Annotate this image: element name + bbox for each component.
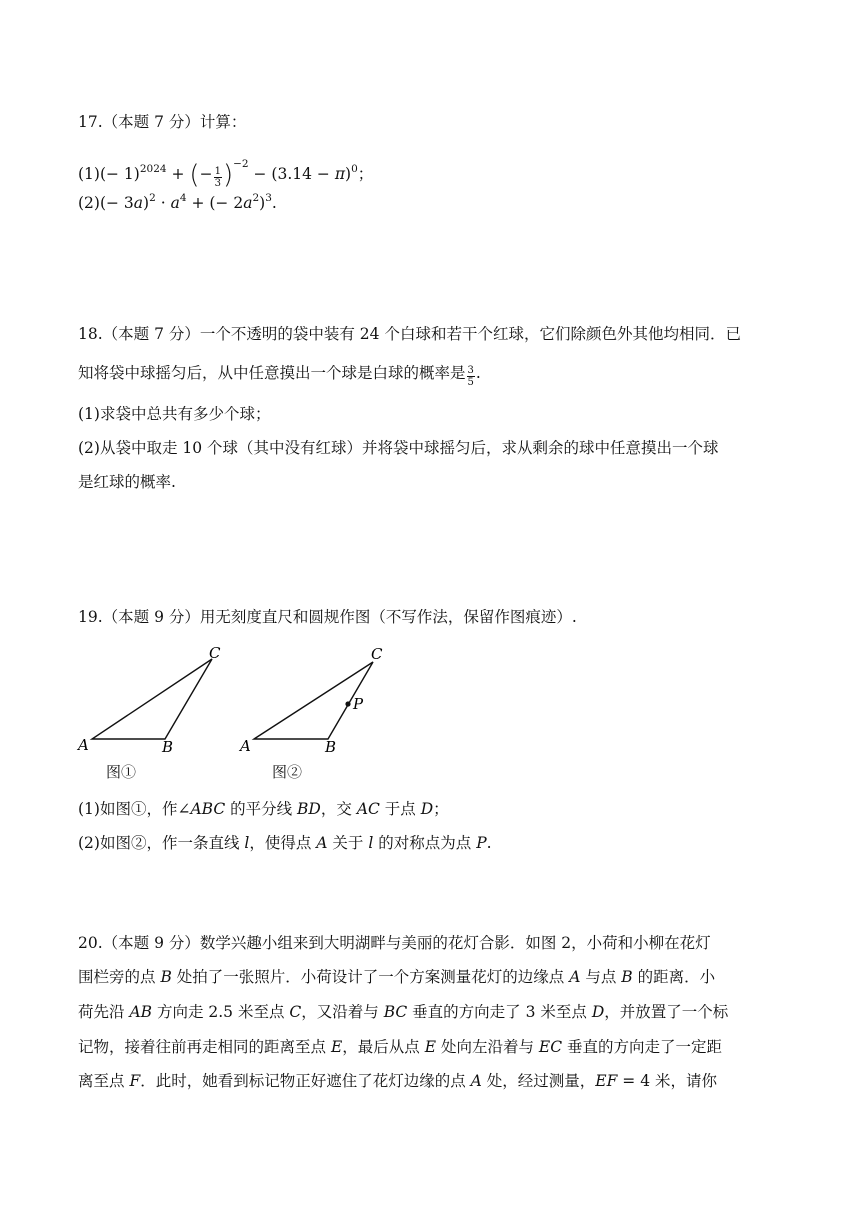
q17-p2-var3: a bbox=[243, 194, 253, 212]
q20-l2-m2: A bbox=[569, 968, 581, 986]
q20-l5-t4: = 4 米，请你 bbox=[617, 1072, 717, 1090]
q20-l4-t4: 垂直的方向走了一定距 bbox=[562, 1038, 723, 1056]
q20-l2-t3: 与点 bbox=[580, 968, 622, 986]
q19-sub2-a: A bbox=[316, 834, 328, 852]
q17-p1-frac-den: 3 bbox=[214, 178, 221, 189]
q19-sub1-t4: 于点 bbox=[379, 800, 421, 818]
q18-line2-text: 知将袋中球摇匀后，从中任意摸出一个球是白球的概率是 bbox=[78, 364, 466, 382]
q18-frac-den: 5 bbox=[467, 377, 474, 388]
q17-p1-end: ； bbox=[357, 165, 374, 183]
fig2-label-a: A bbox=[240, 737, 251, 755]
q17-p1-close: ) bbox=[345, 165, 352, 183]
q17-p2-exp3: 2 bbox=[252, 192, 260, 204]
q20-l5-m3: EF bbox=[595, 1072, 618, 1090]
q19-sub2-t1: (2)如图②，作一条直线 bbox=[78, 834, 245, 852]
q17-p1-exponent-3: 0 bbox=[351, 163, 358, 175]
q18-sub1: (1)求袋中总共有多少个球； bbox=[78, 405, 271, 423]
q17-p1-plus: + bbox=[166, 165, 190, 183]
q20-line5 bbox=[78, 1070, 717, 1092]
q20-l2-t4: 的距离．小 bbox=[632, 968, 716, 986]
q20-l5-t3: 处，经过测量， bbox=[481, 1072, 596, 1090]
q17-p2-exp4: 3 bbox=[265, 192, 272, 204]
q20-l4-m2: E bbox=[424, 1038, 437, 1056]
fig1-caption: 图① bbox=[106, 763, 137, 781]
q20-l4-t1: 记物，接着往前再走相同的距离至点 bbox=[78, 1038, 331, 1056]
q20-line3 bbox=[78, 1001, 728, 1023]
q17-p2-end: . bbox=[271, 194, 277, 212]
q17-part1-expression bbox=[78, 153, 373, 189]
point-p bbox=[345, 701, 350, 706]
q18-frac-num: 3 bbox=[467, 365, 474, 376]
q17-p2-t3: · bbox=[155, 194, 171, 212]
q20-l2-t1: 围栏旁的点 bbox=[78, 968, 161, 986]
q20-line4 bbox=[78, 1036, 722, 1058]
figure-2-triangle bbox=[238, 645, 383, 756]
q19-sub1 bbox=[78, 798, 449, 820]
q20-l3-m2: C bbox=[289, 1003, 302, 1021]
q20-l3-t5: ，并放置了一个标 bbox=[604, 1003, 729, 1021]
q20-l3-m3: BC bbox=[383, 1003, 408, 1021]
q19-sub1-ac: AC bbox=[356, 800, 380, 818]
fig2-label-p: P bbox=[353, 695, 364, 713]
q17-p2-t2: ) bbox=[143, 194, 150, 212]
q20-l3-t2: 方向走 2.5 米至点 bbox=[152, 1003, 290, 1021]
q17-p1-term: − (3.14 − bbox=[248, 165, 335, 183]
q20-l5-t2: ．此时，她看到标记物正好遮住了花灯边缘的点 bbox=[140, 1072, 471, 1090]
q20-l3-t1: 荷先沿 bbox=[78, 1003, 130, 1021]
q17-p1-minus: − bbox=[199, 165, 213, 183]
q20-l5-t1: 离至点 bbox=[78, 1072, 130, 1090]
q19-sub2-t4: 的对称点为点 bbox=[373, 834, 477, 852]
q17-p1-base: (− 1) bbox=[99, 165, 140, 183]
fig2-label-b: B bbox=[325, 738, 337, 756]
q17-header: 17.（本题 7 分）计算： bbox=[78, 113, 247, 131]
triangle-abc-1 bbox=[92, 659, 212, 739]
q19-sub2 bbox=[78, 832, 492, 854]
q19-sub1-angle: ∠ABC bbox=[177, 800, 226, 818]
q19-sub1-t2: 的平分线 bbox=[225, 800, 298, 818]
q18-fraction bbox=[467, 365, 475, 388]
q20-l4-t2: ，最后从点 bbox=[342, 1038, 425, 1056]
q17-p1-paren-left: ( bbox=[189, 160, 200, 190]
q17-p1-paren-right: ) bbox=[222, 160, 234, 190]
q20-l5-m1: F bbox=[129, 1072, 141, 1090]
q17-p1-pi: π bbox=[334, 165, 346, 183]
q19-sub1-t3: ，交 bbox=[320, 800, 357, 818]
q20-l2-t2: 处拍了一张照片．小荷设计了一个方案测量花灯的边缘点 bbox=[171, 968, 570, 986]
q17-p2-t1: (− 3 bbox=[99, 194, 134, 212]
q18-line2-end: . bbox=[475, 364, 481, 382]
q20-l3-m1: AB bbox=[129, 1003, 153, 1021]
q18-sub2-line2: 是红球的概率. bbox=[78, 473, 176, 491]
q19-sub1-t5: ； bbox=[433, 800, 449, 818]
q20-l3-t3: ，又沿着与 bbox=[301, 1003, 384, 1021]
q19-figures bbox=[0, 640, 460, 760]
q17-p1-exponent: 2024 bbox=[139, 163, 167, 175]
q19-sub1-t1: (1)如图①，作 bbox=[78, 800, 178, 818]
q17-p2-exp1: 2 bbox=[149, 192, 156, 204]
q20-l4-m1: E bbox=[330, 1038, 343, 1056]
q17-p1-label: (1) bbox=[78, 165, 100, 183]
q17-p1-frac-num: 1 bbox=[214, 166, 221, 177]
q17-p2-var2: a bbox=[170, 194, 180, 212]
q17-p1-fraction bbox=[214, 166, 222, 189]
q19-sub2-t2: ，使得点 bbox=[249, 834, 317, 852]
q17-part2-expression bbox=[78, 187, 277, 214]
q20-l4-m3: EC bbox=[538, 1038, 563, 1056]
fig1-label-b: B bbox=[162, 738, 174, 756]
q19-sub1-d: D bbox=[420, 800, 434, 818]
q20-l3-m4: D bbox=[591, 1003, 605, 1021]
q19-sub1-bd: BD bbox=[297, 800, 321, 818]
q17-p2-label: (2) bbox=[78, 194, 100, 212]
q17-p2-var: a bbox=[133, 194, 144, 212]
q19-sub2-t3: 关于 bbox=[327, 834, 369, 852]
q20-line1: 20.（本题 9 分）数学兴趣小组来到大明湖畔与美丽的花灯合影．如图 2，小荷和小柳在花灯 bbox=[78, 934, 711, 952]
q18-sub2-line1: (2)从袋中取走 10 个球（其中没有红球）并将袋中球摇匀后，求从剩余的球中任意摸出一个球 bbox=[78, 439, 719, 457]
q18-line1: 18.（本题 7 分）一个不透明的袋中装有 24 个白球和若干个红球，它们除颜色外其他均相同．已 bbox=[78, 325, 741, 343]
q18-line2 bbox=[78, 362, 481, 388]
q17-p2-t4: + (− 2 bbox=[186, 194, 244, 212]
fig1-label-a: A bbox=[78, 736, 89, 754]
q17-p1-exponent-2: −2 bbox=[233, 158, 249, 170]
q20-l4-t3: 处向左沿着与 bbox=[436, 1038, 539, 1056]
q20-l2-m1: B bbox=[160, 968, 172, 986]
fig2-label-c: C bbox=[371, 645, 383, 663]
fig2-caption: 图② bbox=[272, 763, 303, 781]
q20-l3-t4: 垂直的方向走了 3 米至点 bbox=[407, 1003, 592, 1021]
q20-line2 bbox=[78, 966, 715, 988]
q19-header: 19.（本题 9 分）用无刻度直尺和圆规作图（不写作法，保留作图痕迹）. bbox=[78, 608, 577, 626]
q17-p2-t5: ) bbox=[259, 194, 266, 212]
q19-sub2-l: l bbox=[244, 834, 250, 852]
q20-l5-m2: A bbox=[470, 1072, 482, 1090]
q17-p2-exp2: 4 bbox=[179, 192, 187, 204]
q19-sub2-t5: . bbox=[486, 834, 492, 852]
q20-l2-m3: B bbox=[621, 968, 633, 986]
q19-sub2-l2: l bbox=[368, 834, 374, 852]
q19-sub2-p: P bbox=[476, 834, 487, 852]
fig1-label-c: C bbox=[209, 644, 221, 662]
figure-1-triangle bbox=[76, 644, 221, 756]
